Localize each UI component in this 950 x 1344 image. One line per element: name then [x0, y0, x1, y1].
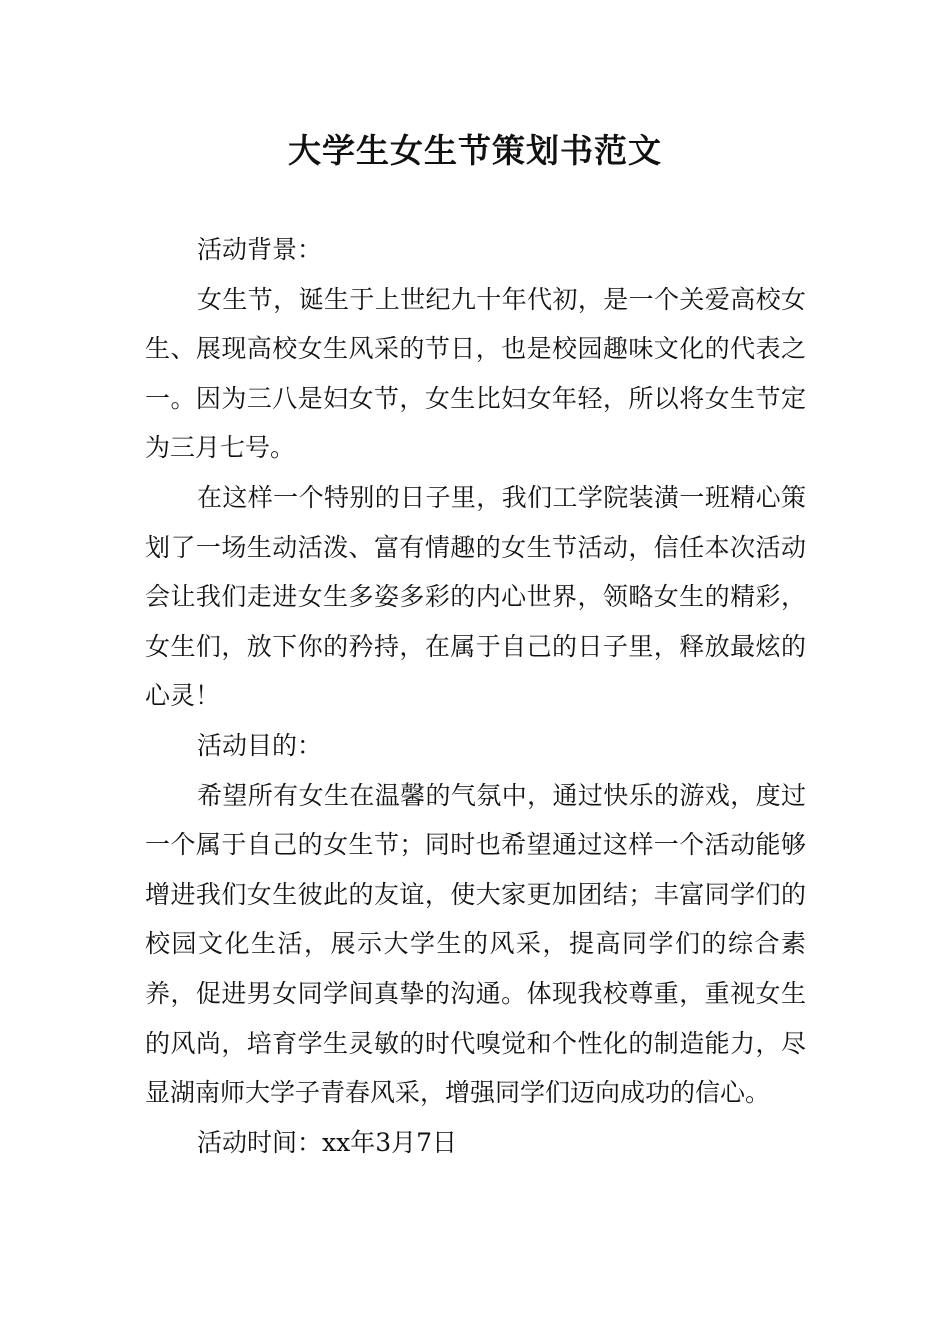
- paragraph-background-heading: 活动背景：: [197, 235, 323, 264]
- paragraph-purpose-body: 希望所有女生在温馨的气氛中，通过快乐的游戏，度过一个属于自己的女生节；同时也希望通过这样一个活动能够增进我们女生彼此的友谊，使大家更加团结；丰富同学们的校园文化生活，展示大学生的风采，提高同学们的综合素养，促进男女同学间真挚的沟通。体现我校尊重，重视女生的风尚，培育学生灵敏的时代嗅觉和个性化的制造能力，尽显湖南师大学子青春风采，增强同学们迈向成功的信心。: [145, 780, 806, 1108]
- paragraph-background-event: 在这样一个特别的日子里，我们工学院装潢一班精心策划了一场生动活泼、富有情趣的女生节活动，信任本次活动会让我们走进女生多姿多彩的内心世界，领略女生的精彩，女生们，放下你的矜持，在属于自己的日子里，释放最炫的心灵！: [145, 482, 806, 711]
- paragraph-time: 活动时间：xx年3月7日: [197, 1127, 458, 1157]
- document-title: 大学生女生节策划书范文: [288, 131, 662, 170]
- document-body: [145, 225, 806, 1167]
- paragraph-purpose-heading: 活动目的：: [197, 730, 323, 760]
- paragraph-background-origin: 女生节，诞生于上世纪九十年代初，是一个关爱高校女生、展现高校女生风采的节日，也是校园趣味文化的代表之一。因为三八是妇女节，女生比妇女年轻，所以将女生节定为三月七号。: [145, 284, 806, 463]
